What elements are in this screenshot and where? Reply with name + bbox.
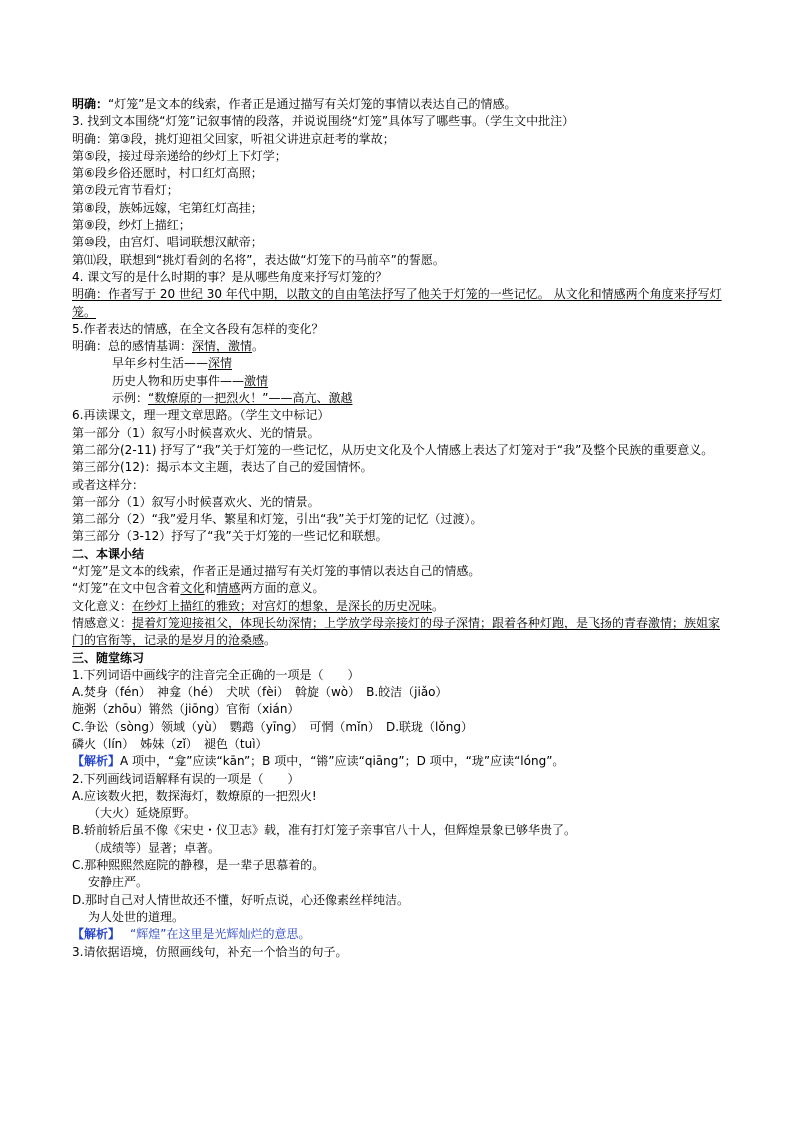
option-explanation: （大火）延烧原野。 (88, 806, 197, 821)
document-page (72, 96, 722, 961)
punctuation: 。 (252, 339, 265, 354)
underlined-term: 文化 (180, 581, 205, 596)
punctuation: 。 (432, 598, 445, 613)
option-explanation: 为人处世的道理。 (88, 909, 185, 924)
option-line: 施粥（zhōu）锵然（jiōng）官衔（xián） (72, 702, 300, 717)
analysis-line (72, 926, 722, 943)
option-line: A.焚身（fén） 神龛（hé） 犬吠（fèi） 斡旋（wò） B.皎洁（jiǎo） (72, 685, 448, 700)
underlined-term: 在纱灯上描红的雅致；对宫灯的想象，是深长的历史况味 (132, 598, 433, 613)
option-line: A.应该数火把，数探海灯，数燎原的一把烈火! (72, 788, 317, 803)
answer-label: 明确： (72, 97, 109, 111)
question-6: 6.再读课文，理一理文章思路。（学生文中标记） (72, 408, 330, 423)
underlined-term: “数燎原的一把烈火！”——高亢、激越 (148, 391, 353, 406)
question-4: 4. 课文写的是什么时期的事？是从哪些角度来抒写灯笼的？ (72, 269, 388, 284)
item-text: 历史人物和历史事件—— (112, 373, 245, 388)
structure-line: 第三部分(12)：揭示本文主题，表达了自己的爱国情怀。 (72, 460, 373, 475)
answer-line (72, 96, 722, 113)
option-line: B.轿前轿后虽不像《宋史・仪卫志》载，准有打灯笼子亲事官八十人，但辉煌景象已够华贵了。 (72, 823, 577, 838)
option-explanation: 安静庄严。 (88, 875, 149, 890)
analysis-line (72, 753, 722, 770)
summary-text: 两方面的意义。 (240, 581, 325, 596)
summary-label: 情感意义： (72, 615, 133, 630)
list-item: 第⑧段，族姊远嫁，宅第红灯高挂； (72, 200, 263, 215)
option-line: C.争讼（sòng）领域（yù） 鹦鹉（yīng） 可惘（mǐn） D.联珑（lǒng） (72, 719, 473, 734)
analysis-tag: 【解析】 (72, 927, 121, 942)
analysis-text: “辉煌”在这里是光辉灿烂的意思。 (130, 927, 311, 942)
summary-line (72, 598, 722, 615)
summary-line: “灯笼”是文本的线索，作者正是通过描写有关灯笼的事情以表达自己的情感。 (72, 564, 481, 579)
structure-line: 第二部分（2）“我”爱月华、繁星和灯笼，引出“我”关于灯笼的记忆（过渡）。 (72, 512, 483, 527)
structure-line: 第三部分（3-12）抒写了“我”关于灯笼的一些记忆和联想。 (72, 529, 388, 544)
answer-text: “灯笼”是文本的线索，作者正是通过描写有关灯笼的事情以表达自己的情感。 (108, 97, 517, 111)
structure-line: 第一部分（1）叙写小时候喜欢火、光的情景。 (72, 494, 320, 509)
exercise-question: 1.下列词语中画线字的注音完全正确的一项是（ ） (72, 667, 360, 682)
list-item: 第⑾段，联想到“挑灯看剑的名将”，表达做“灯笼下的马前卒”的誓愿。 (72, 252, 445, 267)
list-item (72, 355, 722, 372)
underlined-term: 深情，激情 (192, 339, 253, 354)
underlined-term: 激情 (244, 373, 269, 388)
answer-line (72, 338, 722, 355)
summary-line (72, 615, 722, 650)
summary-label: 文化意义： (72, 598, 133, 613)
option-line: C.那种熙熙然庭院的静穆，是一辈子思慕着的。 (72, 858, 325, 873)
option-line: D.那时自己对人情世故还不懂，好听点说，心还像素丝样纯洁。 (72, 892, 410, 907)
exercise-question: 2.下列画线词语解释有误的一项是（ ） (72, 771, 300, 786)
answer-paragraph: 明确：作者写于 20 世纪 30 年代中期，以散文的自由笔法抒写了他关于灯笼的一些记忆。 从文化和情感两个角度来抒写灯笼。 (72, 287, 722, 319)
summary-line (72, 580, 722, 597)
answer-line: 明确：第③段，挑灯迎祖父回家，听祖父讲进京赶考的掌故； (72, 131, 395, 146)
list-item: 第⑥段乡俗还愿时，村口红灯高照； (72, 166, 263, 181)
section-heading: 三、随堂练习 (72, 650, 145, 665)
underlined-term: 情感 (216, 581, 241, 596)
exercise-question: 3.请依据语境，仿照画线句，补充一个恰当的句子。 (72, 944, 348, 959)
question-3: 3. 找到文本围绕“灯笼”记叙事情的段落，并说说围绕“灯笼”具体写了哪些事。（学生文中批注） (72, 114, 575, 129)
structure-line: 或者这样分： (72, 477, 145, 492)
structure-line: 第一部分（1）叙写小时候喜欢火、光的情景。 (72, 425, 320, 440)
list-item: 第⑩段，由宫灯、唱词联想汉献帝； (72, 235, 263, 250)
list-item (72, 373, 722, 390)
summary-text: “灯笼”在文中包含着 (72, 581, 181, 596)
list-item (72, 390, 722, 407)
item-text: 早年乡村生活—— (112, 356, 209, 371)
analysis-text: A 项中，“龛”应读“kān”；B 项中，“锵”应读“qiāng”；D 项中，“珑”应读“lóng”。 (120, 754, 565, 769)
list-item: 第⑨段，纱灯上描红； (72, 218, 191, 233)
list-item: 第⑦段元宵节看灯； (72, 183, 179, 198)
underlined-term: 提着灯笼迎接祖父，体现长幼深情；上学放学母亲接灯的母子深情；跟着各种灯跑，是飞扬的青春激情；族姐家门的官衔等，记录的是岁月的沧桑感 (72, 615, 721, 648)
question-5: 5.作者表达的情感，在全文各段有怎样的变化？ (72, 321, 324, 336)
structure-line: 第二部分(2-11) 抒写了“我”关于灯笼的一些记忆，从历史文化及个人情感上表达了灯笼对于“我”及整个民族的重要意义。 (72, 442, 714, 457)
item-text: 示例： (112, 391, 149, 406)
section-heading: 二、本课小结 (72, 546, 145, 561)
punctuation: 。 (264, 633, 277, 648)
underlined-term: 深情 (208, 356, 233, 371)
list-item: 第⑤段，接过母亲递给的纱灯上下灯学； (72, 148, 287, 163)
answer-label: 明确：总的感情基调： (72, 339, 193, 354)
option-line: 磷火（lín） 姊妹（zǐ） 褪色（tuì） (72, 736, 268, 751)
analysis-tag: 【解析】 (72, 754, 121, 769)
summary-text: 和 (204, 581, 217, 596)
option-explanation: （成绩等）显著；卓著。 (88, 840, 221, 855)
